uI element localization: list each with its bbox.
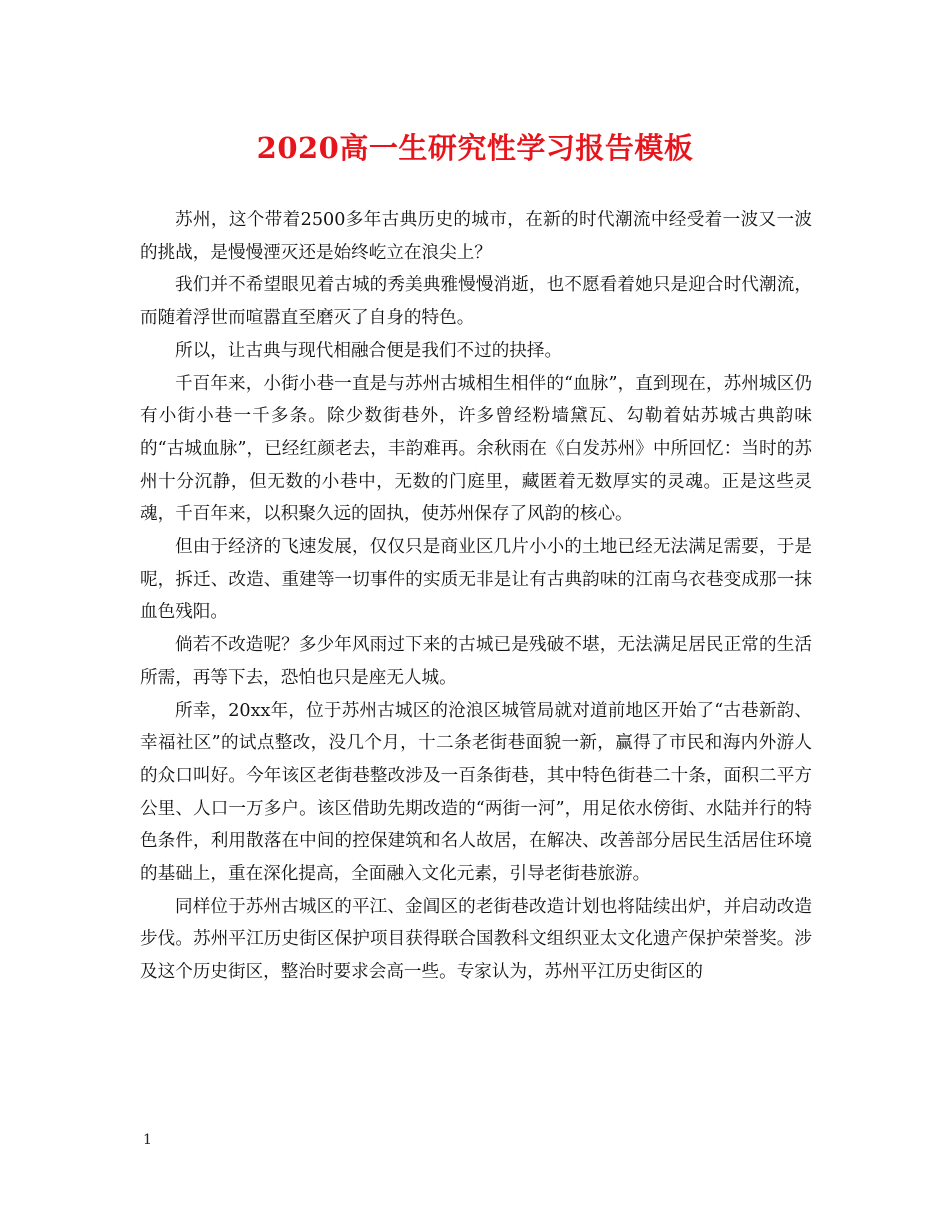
paragraph-3: 所以，让古典与现代相融合便是我们不过的抉择。 [175,340,563,361]
document-title: 2020高一生研究性学习报告模板 [256,131,694,165]
page-number: 1 [143,1132,152,1148]
paragraph-6: 倘若不改造呢？多少年风雨过下来的古城已是残破不堪，无法满足居民正常的生活所需，再等下去，恐怕也只是座无人城。 [140,635,812,688]
paragraph-5: 但由于经济的飞速发展，仅仅只是商业区几片小小的土地已经无法满足需要，于是呢，拆迁、改造、重建等一切事件的实质无非是让有古典韵味的江南乌衣巷变成那一抹血色残阳。 [140,537,812,623]
paragraph-7: 所幸，20xx年，位于苏州古城区的沧浪区城管局就对道前地区开始了“古巷新韵、幸福社区”的试点整改，没几个月，十二条老街巷面貌一新，赢得了市民和海内外游人的众口叫好。今年该区老街巷整改涉及一百条街巷，其中特色街巷二十条，面积二平方公里、人口一万多户。该区借助先期改造的“两街一河”，用足依水傍街、水陆并行的特色条件，利用散落在中间的控保建筑和名人故居，在解决、改善部分居民生活居住环境的基础上，重在深化提高，全面融入文化元素，引导老街巷旅游。 [140,700,812,885]
paragraph-1: 苏州，这个带着2500多年古典历史的城市，在新的时代潮流中经受着一波又一波的挑战，是慢慢湮灭还是始终屹立在浪尖上？ [140,210,812,263]
paragraph-2: 我们并不希望眼见着古城的秀美典雅慢慢消逝，也不愿看着她只是迎合时代潮流，而随着浮世而喧嚣直至磨灭了自身的特色。 [140,275,812,329]
document-body [140,204,812,989]
paragraph-4: 千百年来，小街小巷一直是与苏州古城相生相伴的“血脉”，直到现在，苏州城区仍有小街小巷一千多条。除少数街巷外，许多曾经粉墙黛瓦、勾勒着姑苏城古典韵味的“古城血脉”，已经红颜老去，丰韵难再。余秋雨在《白发苏州》中所回忆：当时的苏州十分沉静，但无数的小巷中，无数的门庭里，藏匿着无数厚实的灵魂。正是这些灵魂，千百年来，以积聚久远的固执，使苏州保存了风韵的核心。 [140,373,812,525]
paragraph-8: 同样位于苏州古城区的平江、金阊区的老街巷改造计划也将陆续出炉，并启动改造步伐。苏州平江历史街区保护项目获得联合国教科文组织亚太文化遗产保护荣誉奖。涉及这个历史街区，整治时要求会高一些。专家认为，苏州平江历史街区的 [140,896,812,983]
